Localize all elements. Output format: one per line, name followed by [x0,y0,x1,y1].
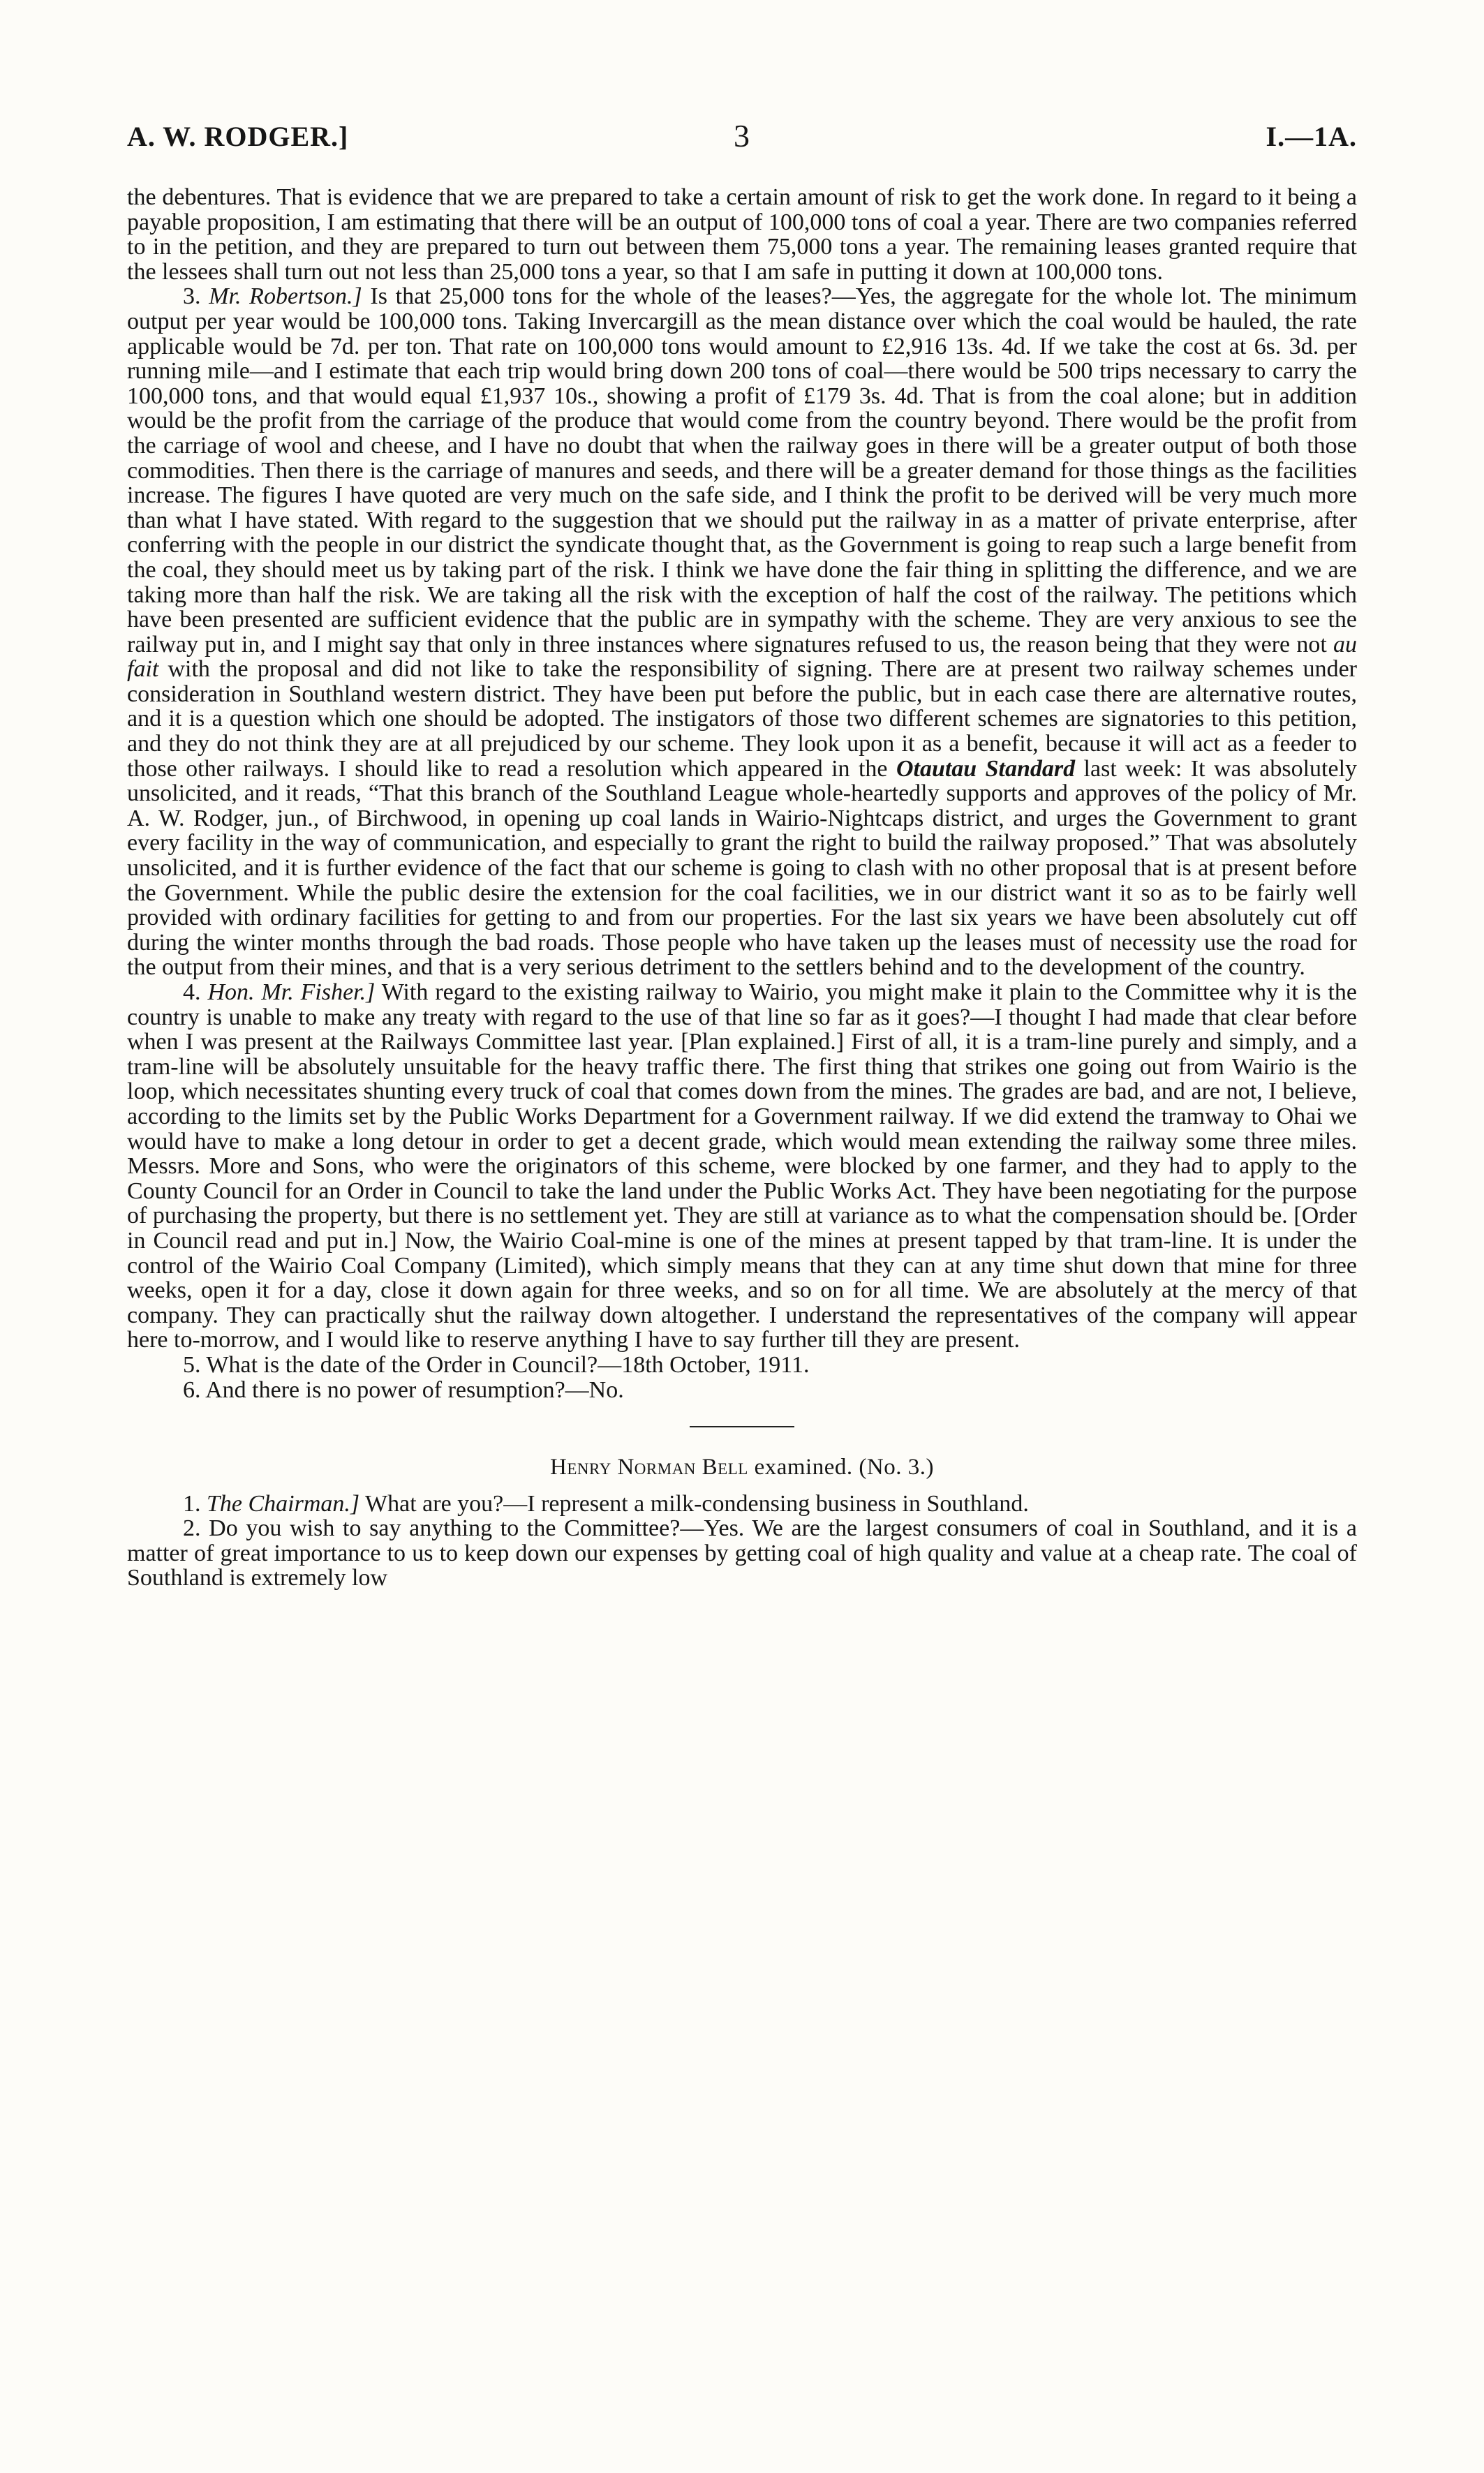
bell-question-1 [127,1492,1357,1517]
answer-text: Is that 25,000 tons for the whole of the leases?—Yes, the aggregate for the whole lot. The minimum output per year would be 100,000 tons. Taking Invercargill as the mean distance over which the coal would be hauled, the rate applicable would be 7d. per ton. That rate on 100,000 tons would amount to £2,916 13s. 4d. If we take the cost at 6s. 3d. per running mile—and I estimate that each trip would bring down 200 tons of coal—there would be 500 trips necessary to carry the 100,000 tons, and that would equal £1,937 10s., showing a profit of £179 3s. 4d. That is from the coal alone; but in addition would be the profit from the carriage of the produce that would come from the country beyond. There would be the profit from the carriage of wool and cheese, and I have no doubt that when the railway goes in there will be a greater output of both those commodities. Then there is the carriage of manures and seeds, and there will be a greater demand for those things as the facilities increase. The figures I have quoted are very much on the safe side, and I think the profit to be derived will be very much more than what I have stated. With regard to the suggestion that we should put the railway in as a matter of private enterprise, after conferring with the people in our district the syndicate thought that, as the Government is going to reap such a large benefit from the coal, they should meet us by taking part of the risk. I think we have done the fair thing in splitting the difference, and we are taking more than half the risk. We are taking all the risk with the exception of half the cost of the railway. The petitions which have been presented are sufficient evidence that the public are in sympathy with the scheme. They are very anxious to see the railway put in, and I might say that only in three instances where signatures refused to us, the reason being that they were not [127,283,1358,658]
question-number: 4. [183,979,201,1005]
bell-question-2: 2. Do you wish to say anything to the Committee?—Yes. We are the largest consumers of coal in Southland, and it is a matter of great importance to us to keep down our expenses by getting coal of high quality and value at a cheap rate. The coal of Southland is extremely low [127,1515,1357,1591]
page-header [127,120,1357,162]
newspaper-title: Otautau Standard [896,755,1076,782]
witness-heading-rest: examined. (No. 3.) [754,1455,934,1480]
speaker: Hon. Mr. Fisher.] [207,979,376,1005]
question-6: 6. And there is no power of resumption?—No. [183,1376,624,1403]
witness-heading [127,1455,1357,1480]
header-right: I.—1A. [1266,121,1357,152]
italic-phrase: au fait [127,631,1358,683]
answer-text-2: with the proposal and did not like to take the responsibility of signing. There are at present two railway schemes under consideration in Southland western district. They have been put before the public, but in each case there are alternative routes, and it is a question which one should be adopted. The instigators of those two different schemes are signatories to this petition, and they do not think they are at all prejudiced by our scheme. They look upon it as a benefit, because it will act as a feeder to those other railways. I should like to read a resolution which appeared in the [127,656,1357,782]
question-number: 3. [183,283,201,310]
page-number: 3 [734,118,750,154]
paragraph-continuation: the debentures. That is evidence that we are prepared to take a certain amount of risk to get the work done. In regard to it being a payable proposition, I am estimating that there will be an output of 100,000 tons of coal a year. There are two companies referred to in the petition, and they are prepared to turn out between them 75,000 tons a year. The remaining leases granted require that the lessees shall turn out not less than 25,000 tons a year, so that I am safe in putting it down at 100,000 tons. [127,184,1357,285]
witness-name: Henry Norman Bell [550,1455,748,1480]
answer-text: What are you?—I represent a milk-condensing business in Southland. [365,1490,1029,1517]
speaker: Mr. Robertson.] [209,283,362,310]
question-number: 1. [183,1490,201,1517]
question-3 [127,284,1357,980]
section-divider [690,1426,794,1427]
answer-text: With regard to the existing railway to Wairio, you might make it plain to the Committee why it is the country is unable to make any treaty with regard to the use of that line so far as it goes?—I thought I had made that clear before when I was present at the Railways Committee last year. [Plan explained.] First of all, it is a tram-line purely and simply, and a tram-line will be absolutely unsuitable for the heavy traffic there. The first thing that strikes one going out from Wairio is the loop, which necessitates shunting every truck of coal that comes down from the mines. The grades are bad, and are not, I believe, according to the limits set by the Public Works Department for a Government railway. If we did extend the tramway to Ohai we would have to make a long detour in order to get a decent grade, which would mean extending the railway some three miles. Messrs. More and Sons, who were the originators of this scheme, were blocked by one farmer, and they had to apply to the County Council for an Order in Council to take the land under the Public Works Act. They have been negotiating for the purpose of purchasing the property, but there is no settlement yet. They are still at variance as to what the compensation should be. [Order in Council read and put in.] Now, the Wairio Coal-mine is one of the mines at present tapped by that tram-line. It is under the control of the Wairio Coal Company (Limited), which simply means that they can at any time shut down that mine for three weeks, open it for a day, close it down again for three weeks, and so on for all time. We are absolutely at the mercy of that company. They can practically shut the railway down altogether. I understand the representatives of the company will appear here to-morrow, and I would like to reserve anything I have to say further till they are present. [127,979,1358,1353]
question-4 [127,980,1357,1353]
page-body [127,185,1357,1591]
header-left: A. W. RODGER.] [127,121,349,152]
answer-text-3: last week: It was absolutely unsolicited, and it reads, “That this branch of the Southland League whole-heartedly supports and approves of the policy of Mr. A. W. Rodger, jun., of Birchwood, in opening up coal lands in Wairio-Nightcaps district, and urges the Government to grant every facility in the way of communication, and especially to grant the right to build the railway proposed.” That was absolutely unsolicited, and it is further evidence of the fact that our scheme is going to clash with no other proposal that is at present before the Government. While the public desire the extension for the coal facilities, we in our district want it so as to be fairly well provided with ordinary facilities for getting to and from our properties. For the last six years we have been absolutely cut off during the winter months through the bad roads. Those people who have taken up the leases must of necessity use the road for the output from their mines, and that is a very serious detriment to the settlers behind and to the development of the country. [127,755,1358,981]
speaker: The Chairman.] [207,1490,360,1517]
question-5: 5. What is the date of the Order in Council?—18th October, 1911. [183,1351,810,1378]
